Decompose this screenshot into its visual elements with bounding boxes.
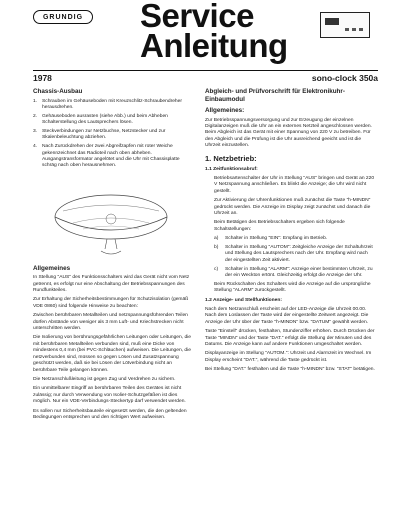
list-item: 3. Steckverbindungen zur Netzbuchse, Netzstecker und zur Skalenbeleuchtung abziehen. <box>33 128 166 141</box>
right-general-paragraph: Zur Betriebsspannungsversorgung und zur Erzeugung der einzelnen Digitalanzeigen muß die Uhr an ein externes Netzteil angeschlossen werden. Beim Abgleich ist das Gerät mit einer Spannung von 220 V zu betreiben. Für den Abgleich und die Prüfung ist die Uhr ausreichend geeicht und ist die Uhrzeit einzustellen. <box>205 117 372 149</box>
title-line-2: Anleitung <box>140 27 288 64</box>
general-paragraph: In Stellung "AUS" des Funktionsschalters wird das Gerät nicht vom Netz getrennt, es erfolgt nur eine Abschaltung der Betriebsspannungen des Rundfunkteiles. <box>33 275 190 294</box>
brand-logo <box>33 10 93 24</box>
device-thumbnail-image <box>320 12 370 38</box>
subsection-paragraph: Bei Stellung "DAT." festhalten und die Taste "h-MINDN" bzw. "STAT" betätigen. <box>205 367 375 373</box>
chassis-steps <box>33 99 193 170</box>
list-item: b) Schalter in Stellung "AUTOM": Zeitgleiche Anzeige der Schaltuhrzeit und Stellung des Lautsprechers nach der Uhr. Empfang wird nach der eingestellten Zeit aktiviert. <box>214 244 373 263</box>
section-1-heading: 1. Netzbetrieb: <box>205 153 257 163</box>
list-item: 2. Gehäuseboden ausrasten (siehe Abb.) und beim Abheben Schalterstellung des Lautsprechers lösen. <box>33 113 168 126</box>
right-column <box>205 88 375 377</box>
subsection-paragraph: Zur Aktivierung der Uhrenfunktionen muß zunächst die Taste "h-MINDN" gedrückt werden. Die Anzeige im Display zeigt zunächst und danach die Uhrzeit an. <box>214 198 371 216</box>
left-column <box>33 88 193 424</box>
header-divider <box>33 70 378 71</box>
general-heading: Allgemeines <box>33 264 71 272</box>
subsection-paragraph: Beim Rückschalten des Schalters wird die Anzeige auf die ursprüngliche Stellung "ALARM" zurückgestellt. <box>214 281 371 294</box>
list-item: 4. Nach Zurückdrehen der zwei Abgreifzapfen mit roter Weiche gekennzeichnet das Radioteil nach oben abheben. Ausgangstransformator angelötet und die Uhr mit Chassisplatte schräg nach oben herausnehmen. <box>33 144 180 169</box>
chassis-heading: Chassis-Ausbau <box>33 88 83 95</box>
subsection-paragraph: Nach dem Netzanschluß erscheint auf der LED-Anzeige die Uhrzeit 00.00. Nach dem Loslassen der Taste wird der eingestellte Zeitwert angezeigt. Die Anzeige der Uhr über der Taste "h-MINDN" bzw. "DATUM" gewählt werden. <box>205 307 369 325</box>
right-general-heading: Allgemeines: <box>205 107 245 114</box>
subsection-paragraph: Beim Betätigen des Betriebsschalters ergeben sich folgende Schaltstellungen: <box>214 220 345 232</box>
subsection-paragraph: Betriebsartenschalter der Uhr in Stellung "AUS" bringen und Gerät an 220 V Netzspannung anschließen. Es blinkt die Anzeige; die Uhr wird nicht gestellt. <box>214 175 375 194</box>
general-paragraph: Die Isolierung von berührungsgefährlichen Leitungen oder Leitungen, die mit berührbaren Metallteilen verbunden sind, muß eine Dicke von mindestens 0,4 mm (bei PVC-Schläuchen) aufweisen. Die Leitungen, die netzverbunden sind, müssen so gegen Lösen und Zusatzspannung geschützt werden, daß sie bei Lösen der Lötverbindung nicht an berührbare Teile gelangen können. <box>33 335 191 373</box>
calibration-heading: Abgleich- und Prüfvorschrift für Elektronikuhr-Einbaumodul <box>205 88 345 103</box>
general-paragraph: Zwischen berührbaren Metallteilen und netzspannungsführenden Teilen dürfen Abstände von weniger als 3 mm Luft- und Kriechstrecken nicht unterschritten werden. <box>33 313 188 332</box>
general-paragraph: Die Netzanschlußleitung ist gegen Zug und Verdrehen zu sichern. <box>33 376 176 382</box>
housing-drawing <box>33 173 193 259</box>
list-item: c) Schalter in Stellung "ALARM": Anzeige einer bestimmten Uhrzeit, zu der ein Weckton ertönt. Gleichzeitig erfolgt die Anzeige der Uhr. <box>214 266 373 278</box>
model-name: sono-clock 350a <box>311 73 378 83</box>
brand-logo-text: GRUNDIG <box>42 13 84 21</box>
publication-year: 1978 <box>33 73 52 83</box>
subsection-paragraph: Displayanzeige im Stellung "AUTOM.": Uhrzeit und Alarmzeit im Wechsel. Im Display erscheint "DAT.", während die Taste gedrückt ist. <box>205 351 372 363</box>
subsection-paragraph: Taste "Einstell" drücken, festhalten, Stundenziffer erhöhen. Durch Drücken der Taste "MINDN" und der Taste "DAT." erfolgt die Stellung der Minuten und des Datums. Die Anzeige kann auf andere Funktionen umgeschaltet werden. <box>205 329 375 348</box>
subsection-1-1-heading: 1.1 Zeitfunktionsabruf: <box>205 166 258 172</box>
general-paragraph: Zur Erhaltung der Sicherheitsbestimmungen für Schutzisolation (gemäß VDE 0860) sind folgende Hinweise zu beachten: <box>33 297 189 309</box>
list-item: a) Schalter in Stellung "EIN": Empfang im Betrieb. <box>214 236 328 242</box>
list-item: 1. Schrauben im Gehäuseboden mit Kreuzschlitz-Schraubendreher herausdrehen. <box>33 98 183 110</box>
general-paragraph: Ein unmittelbarer Eingriff an berührbaren Teilen des Gerätes ist nicht zulässig; nur durch Verwendung von Isolier-Schutzgefäßen ist dies möglich. Nur ein VDE-Verbindungs-Steckertyp darf verwendet werden. <box>33 386 186 405</box>
general-paragraph: Es sollen nur Sicherheitsbauteile eingesetzt werden, die den geltenden Bedingungen entsprechen und den richtigen Wert aufweisen. <box>33 408 187 420</box>
document-title <box>140 0 288 64</box>
housing-illustration <box>33 173 193 259</box>
subsection-1-2-heading: 1.2 Anzeige- und Stellfunktionen: <box>205 297 282 303</box>
title-line-1: Service <box>140 0 254 34</box>
